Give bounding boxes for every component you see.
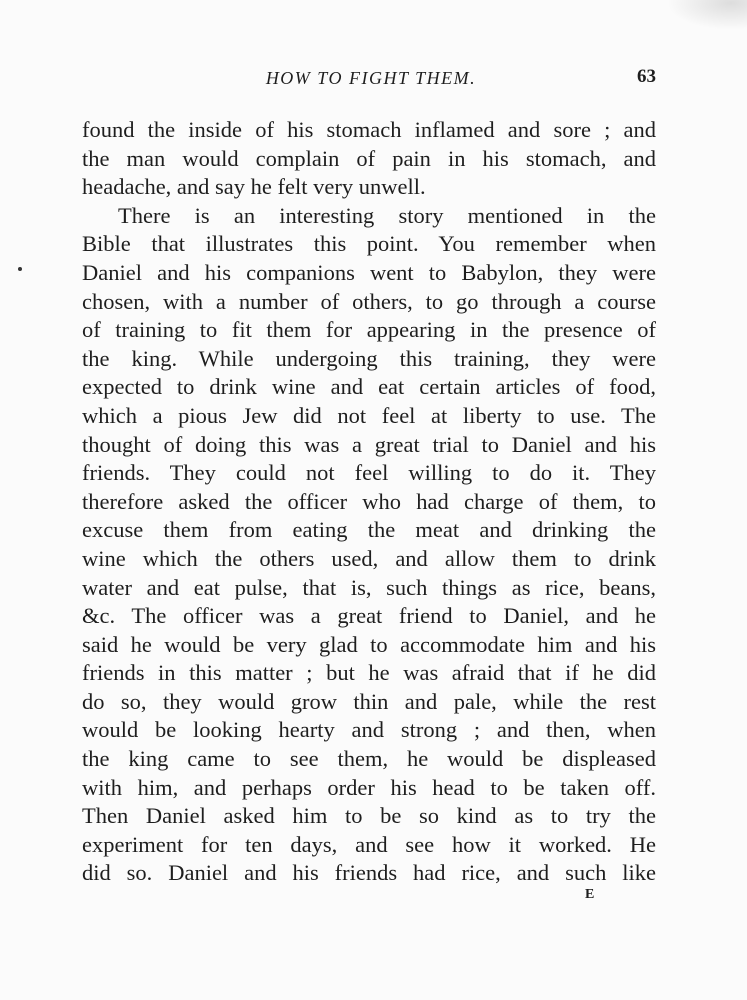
text-line: friends. They could not feel willing to do it. They — [82, 460, 656, 486]
page-header — [82, 68, 660, 94]
text-line: There is an interesting story mentioned in the — [118, 202, 656, 228]
text-line: excuse them from eating the meat and drinking the — [82, 517, 656, 543]
text-line: water and eat pulse, that is, such things as rice, beans, — [82, 574, 656, 600]
text-line: said he would be very glad to accommodate him and his — [82, 631, 656, 657]
text-line: therefore asked the officer who had charge of them, to — [82, 488, 656, 514]
body-text — [82, 116, 656, 888]
ink-speck — [18, 267, 22, 271]
text-line: friends in this matter ; but he was afraid that if he did — [82, 660, 656, 686]
text-line: do so, they would grow thin and pale, while the rest — [82, 688, 656, 714]
text-line: Then Daniel asked him to be so kind as to try the — [82, 803, 656, 829]
page-number: 63 — [637, 66, 656, 87]
text-line: would be looking hearty and strong ; and then, when — [82, 717, 656, 743]
text-line: the man would complain of pain in his stomach, and — [82, 145, 656, 171]
page-corner-smudge — [667, 0, 747, 30]
text-line: experiment for ten days, and see how it worked. He — [82, 831, 656, 857]
text-line: of training to fit them for appearing in the presence of — [82, 317, 656, 343]
text-line: did so. Daniel and his friends had rice, and such like — [82, 860, 656, 886]
text-line: found the inside of his stomach inflamed and sore ; and — [82, 117, 656, 142]
text-line: expected to drink wine and eat certain articles of food, — [82, 374, 656, 400]
text-line: the king. While undergoing this training, they were — [82, 345, 656, 371]
running-head: HOW TO FIGHT THEM. — [265, 68, 477, 88]
text-line: thought of doing this was a great trial to Daniel and his — [82, 431, 656, 457]
text-line: Bible that illustrates this point. You remember when — [82, 231, 656, 257]
text-line: with him, and perhaps order his head to be taken off. — [82, 774, 656, 800]
text-line: the king came to see them, he would be displeased — [82, 746, 656, 772]
signature-mark: E — [585, 887, 595, 902]
text-line: which a pious Jew did not feel at liberty to use. The — [82, 402, 656, 428]
text-line: headache, and say he felt very unwell. — [82, 174, 426, 200]
text-line: &c. The officer was a great friend to Daniel, and he — [82, 603, 656, 629]
text-line: wine which the others used, and allow them to drink — [82, 545, 656, 571]
text-line: Daniel and his companions went to Babylon, they were — [82, 259, 656, 285]
text-line: chosen, with a number of others, to go through a course — [82, 288, 656, 314]
